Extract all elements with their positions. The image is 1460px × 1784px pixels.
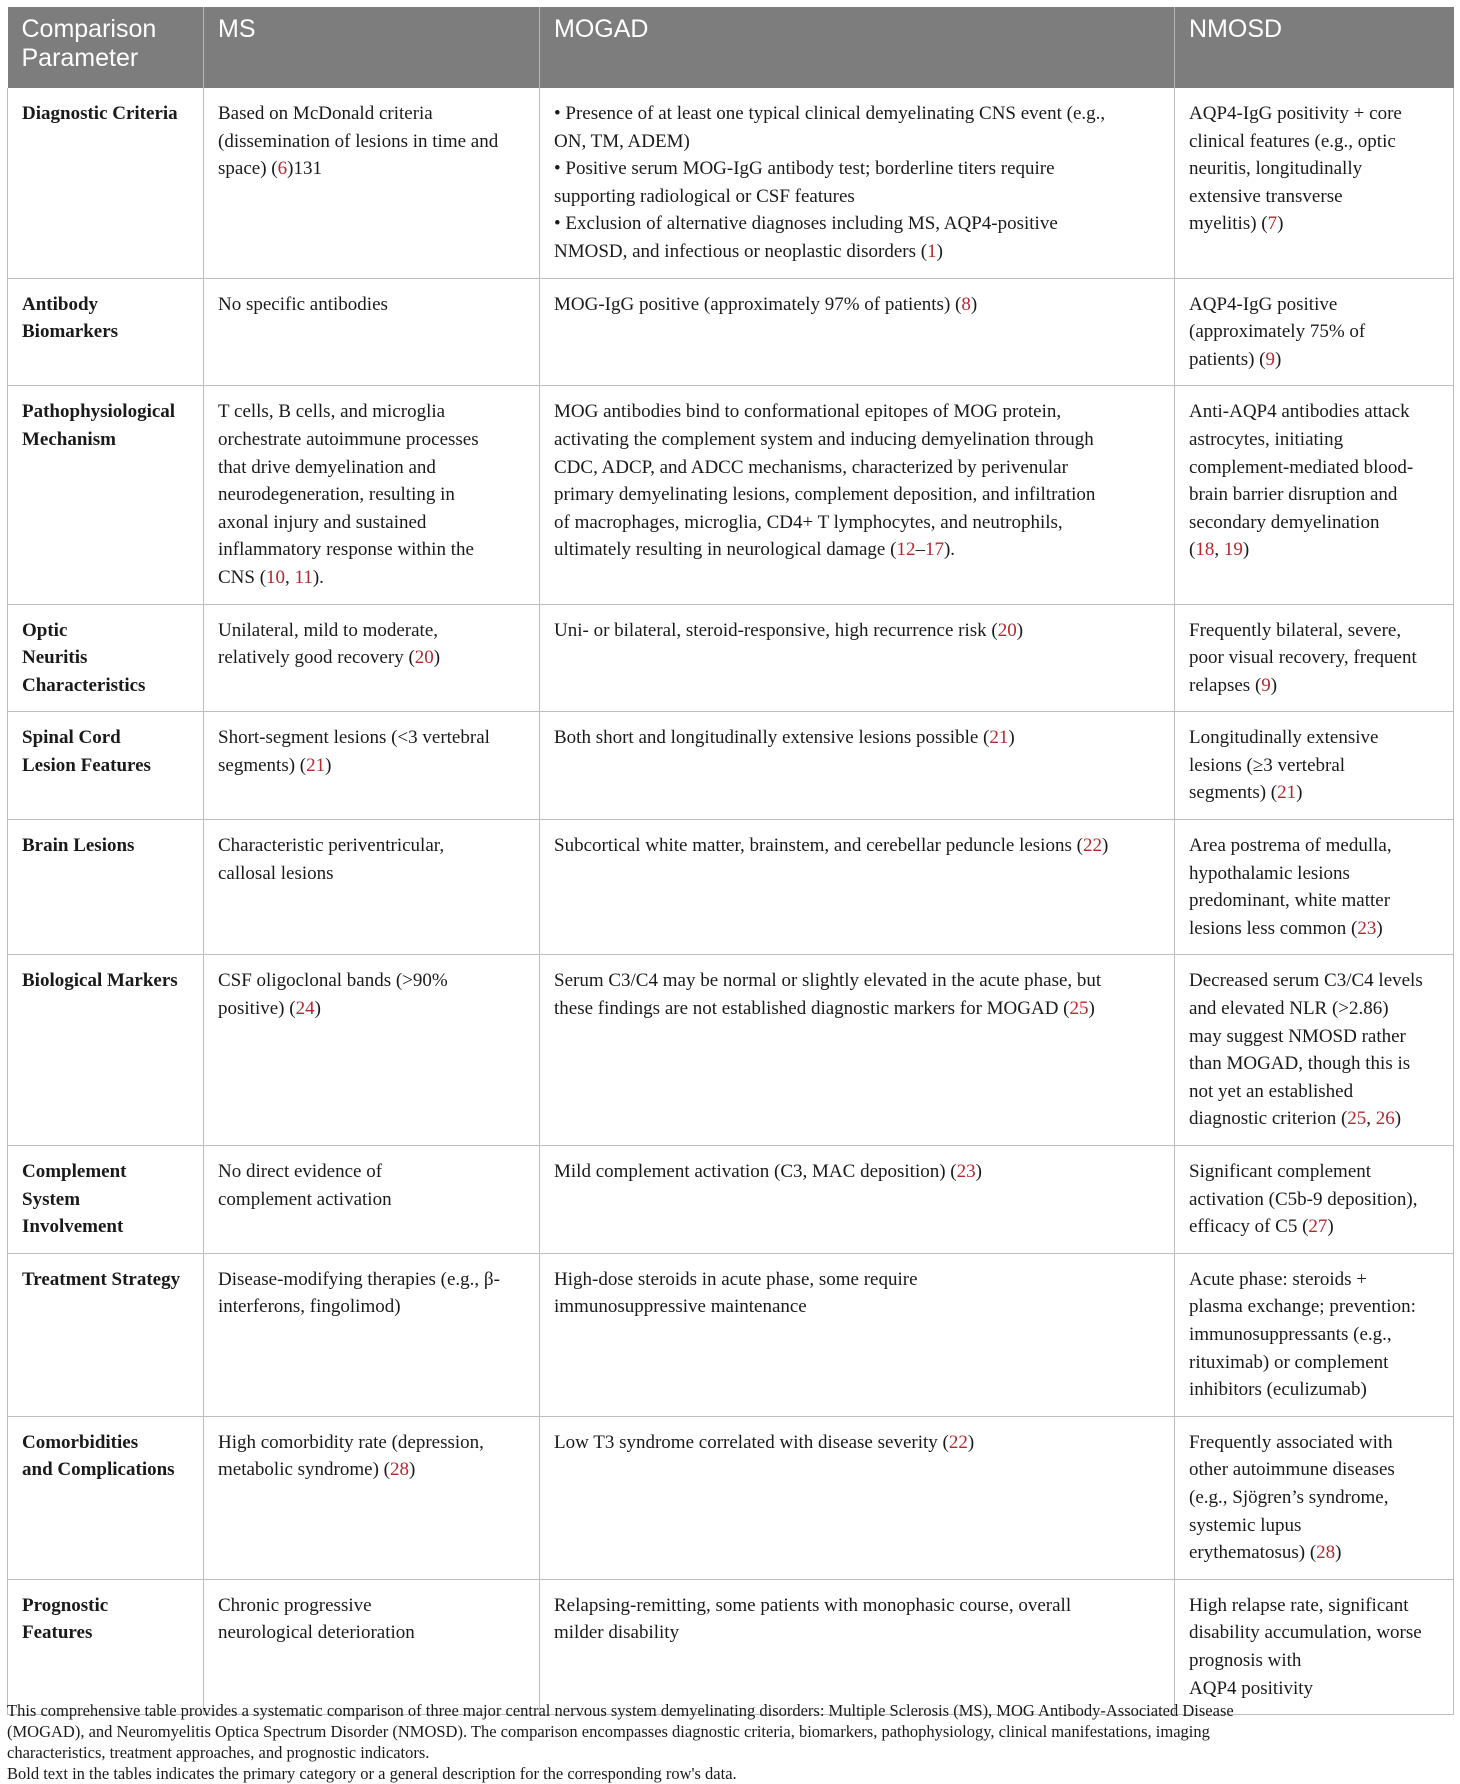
cell-text-line: No direct evidence of bbox=[218, 1161, 383, 1182]
cell-text-line: CDC, ADCP, and ADCC mechanisms, characterized by perivenular bbox=[554, 456, 1068, 478]
cell-text-line: (18, 19) bbox=[1189, 539, 1250, 561]
cell-text-line: of macrophages, microglia, CD4+ T lymphocytes, and neutrophils, bbox=[554, 511, 1063, 533]
ms-cell bbox=[204, 1579, 540, 1714]
cell-text-line: interferons, fingolimod) bbox=[218, 1296, 401, 1318]
mogad-cell bbox=[540, 386, 1175, 604]
cell-text-line: MOG antibodies bind to conformational epitopes of MOG protein, bbox=[554, 401, 1062, 423]
mogad-cell bbox=[540, 955, 1175, 1146]
cell-text-line: and elevated NLR (>2.86) bbox=[1189, 998, 1389, 1020]
cell-text-line: Uni- or bilateral, steroid-responsive, high recurrence risk (20) bbox=[554, 619, 1024, 641]
cell-text-line: AQP4 positivity bbox=[1189, 1677, 1314, 1699]
cell-text-line: may suggest NMOSD rather bbox=[1189, 1025, 1406, 1047]
nmosd-cell bbox=[1175, 1579, 1454, 1714]
cell-text-line: predominant, white matter bbox=[1189, 890, 1391, 912]
column-header-parameter bbox=[8, 7, 204, 88]
footnote-line: (MOGAD), and Neuromyelitis Optica Spectrum Disorder (NMOSD). The comparison encompasses diagnostic criteria, biomarkers, pathophysiology, clinical manifestations, imaging bbox=[7, 1722, 1210, 1741]
ms-cell bbox=[204, 1146, 540, 1254]
cell-text-line: Spinal Cord bbox=[22, 727, 121, 749]
cell-text-line: Diagnostic Criteria bbox=[22, 103, 178, 124]
cell-text-line: Subcortical white matter, brainstem, and cerebellar peduncle lesions (22) bbox=[554, 835, 1109, 857]
parameter-cell bbox=[8, 820, 204, 955]
nmosd-cell bbox=[1175, 712, 1454, 820]
mogad-cell bbox=[540, 820, 1175, 955]
column-header-nmosd bbox=[1175, 7, 1454, 88]
parameter-cell bbox=[8, 88, 204, 278]
footnote-line: characteristics, treatment approaches, and prognostic indicators. bbox=[7, 1743, 430, 1762]
parameter-cell bbox=[8, 386, 204, 604]
cell-text-line: Mechanism bbox=[22, 428, 116, 450]
table-body bbox=[8, 88, 1454, 1715]
cell-text-line: Acute phase: steroids + bbox=[1189, 1268, 1367, 1290]
cell-text-line: Optic bbox=[22, 619, 68, 641]
cell-text-line: patients) (9) bbox=[1189, 348, 1282, 370]
parameter-cell bbox=[8, 955, 204, 1146]
comparison-table bbox=[7, 7, 1454, 1715]
cell-text-line: Pathophysiological bbox=[22, 401, 176, 423]
table-row bbox=[8, 1416, 1454, 1579]
mogad-cell bbox=[540, 1416, 1175, 1579]
table-row bbox=[8, 1253, 1454, 1416]
cell-text-line: immunosuppressive maintenance bbox=[554, 1296, 807, 1318]
cell-text-line: activating the complement system and inducing demyelination through bbox=[554, 428, 1094, 450]
cell-text-line: efficacy of C5 (27) bbox=[1189, 1216, 1334, 1238]
cell-text-line: Prognostic bbox=[22, 1594, 109, 1616]
cell-text-line: space) (6)131 bbox=[218, 158, 322, 180]
cell-text-line: that drive demyelination and bbox=[218, 456, 436, 478]
nmosd-cell bbox=[1175, 1253, 1454, 1416]
parameter-cell bbox=[8, 278, 204, 386]
ms-cell bbox=[204, 88, 540, 278]
cell-text-line: milder disability bbox=[554, 1622, 680, 1644]
cell-text-line: Brain Lesions bbox=[22, 835, 135, 857]
cell-text-line: neurodegeneration, resulting in bbox=[218, 484, 455, 506]
cell-text-line: Treatment Strategy bbox=[22, 1268, 181, 1290]
cell-text-line: Biological Markers bbox=[22, 970, 178, 992]
cell-text-line: • Exclusion of alternative diagnoses including MS, AQP4-positive bbox=[554, 213, 1058, 235]
cell-text-line: Frequently associated with bbox=[1189, 1431, 1393, 1453]
ms-cell bbox=[204, 1253, 540, 1416]
mogad-cell bbox=[540, 88, 1175, 278]
cell-text-line: plasma exchange; prevention: bbox=[1189, 1296, 1416, 1318]
cell-text-line: positive) (24) bbox=[218, 998, 321, 1020]
nmosd-cell bbox=[1175, 820, 1454, 955]
cell-text-line: relatively good recovery (20) bbox=[218, 647, 441, 669]
nmosd-cell bbox=[1175, 955, 1454, 1146]
cell-text-line: than MOGAD, though this is bbox=[1189, 1053, 1411, 1075]
table-row bbox=[8, 820, 1454, 955]
cell-text-line: Unilateral, mild to moderate, bbox=[218, 619, 439, 641]
footnote-bold-note bbox=[7, 1763, 1453, 1784]
cell-text-line: immunosuppressants (e.g., bbox=[1189, 1323, 1392, 1345]
cell-text-line: supporting radiological or CSF features bbox=[554, 185, 855, 207]
cell-text-line: rituximab) or complement bbox=[1189, 1351, 1389, 1373]
cell-text-line: (approximately 75% of bbox=[1189, 321, 1366, 343]
nmosd-cell bbox=[1175, 1146, 1454, 1254]
column-header-text: Parameter bbox=[21, 44, 139, 72]
ms-cell bbox=[204, 386, 540, 604]
cell-text-line: ultimately resulting in neurological damage (12–17). bbox=[554, 539, 956, 561]
nmosd-cell bbox=[1175, 386, 1454, 604]
cell-text-line: inflammatory response within the bbox=[218, 539, 474, 561]
cell-text-line: Anti-AQP4 antibodies attack bbox=[1189, 401, 1410, 423]
cell-text-line: Comorbidities bbox=[22, 1431, 139, 1453]
cell-text-line: myelitis) (7) bbox=[1189, 213, 1284, 235]
table-row bbox=[8, 1146, 1454, 1254]
ms-cell bbox=[204, 955, 540, 1146]
cell-text-line: CSF oligoclonal bands (>90% bbox=[218, 970, 448, 992]
cell-text-line: diagnostic criterion (25, 26) bbox=[1189, 1108, 1402, 1130]
table-header-row bbox=[8, 7, 1454, 88]
cell-text-line: systemic lupus bbox=[1189, 1514, 1302, 1536]
mogad-cell bbox=[540, 1146, 1175, 1254]
parameter-cell bbox=[8, 604, 204, 712]
ms-cell bbox=[204, 604, 540, 712]
comparison-table-container bbox=[7, 7, 1453, 1715]
mogad-cell bbox=[540, 604, 1175, 712]
table-row bbox=[8, 278, 1454, 386]
column-header-text: Comparison bbox=[21, 15, 157, 43]
cell-text-line: Involvement bbox=[22, 1216, 124, 1238]
ms-cell bbox=[204, 278, 540, 386]
ms-cell bbox=[204, 712, 540, 820]
table-row bbox=[8, 1579, 1454, 1714]
cell-text-line: NMOSD, and infectious or neoplastic disorders (1) bbox=[554, 240, 943, 262]
cell-text-line: axonal injury and sustained bbox=[218, 511, 427, 533]
cell-text-line: Characteristics bbox=[22, 674, 146, 696]
table-row bbox=[8, 88, 1454, 278]
footnote-line: This comprehensive table provides a systematic comparison of three major central nervous system demyelinating disorders: Multiple Sclerosis (MS), MOG Antibody-Associated Disease bbox=[7, 1701, 1234, 1720]
cell-text-line: Both short and longitudinally extensive lesions possible (21) bbox=[554, 727, 1015, 749]
cell-text-line: neuritis, longitudinally bbox=[1189, 158, 1363, 180]
column-header-text: NMOSD bbox=[1189, 15, 1283, 43]
cell-text-line: secondary demyelination bbox=[1189, 511, 1380, 533]
cell-text-line: Based on McDonald criteria bbox=[218, 103, 433, 124]
table-row bbox=[8, 604, 1454, 712]
cell-text-line: Area postrema of medulla, bbox=[1189, 835, 1392, 857]
cell-text-line: AQP4-IgG positive bbox=[1189, 293, 1338, 315]
cell-text-line: • Positive serum MOG-IgG antibody test; borderline titers require bbox=[554, 158, 1055, 180]
cell-text-line: astrocytes, initiating bbox=[1189, 428, 1344, 450]
column-header-text: MS bbox=[218, 15, 256, 43]
cell-text-line: complement-mediated blood- bbox=[1189, 456, 1414, 478]
cell-text-line: Short-segment lesions (<3 vertebral bbox=[218, 727, 490, 749]
parameter-cell bbox=[8, 1146, 204, 1254]
cell-text-line: MOG-IgG positive (approximately 97% of patients) (8) bbox=[554, 293, 978, 315]
table-row bbox=[8, 955, 1454, 1146]
ms-cell bbox=[204, 1416, 540, 1579]
cell-text-line: primary demyelinating lesions, complement deposition, and infiltration bbox=[554, 484, 1096, 506]
column-header-mogad bbox=[540, 7, 1175, 88]
cell-text-line: activation (C5b-9 deposition), bbox=[1189, 1188, 1418, 1210]
cell-text-line: Mild complement activation (C3, MAC deposition) (23) bbox=[554, 1161, 982, 1182]
cell-text-line: T cells, B cells, and microglia bbox=[218, 401, 446, 423]
mogad-cell bbox=[540, 1579, 1175, 1714]
column-header-ms bbox=[204, 7, 540, 88]
mogad-cell bbox=[540, 1253, 1175, 1416]
cell-text-line: Complement bbox=[22, 1161, 127, 1182]
cell-text-line: CNS (10, 11). bbox=[218, 566, 324, 588]
table-row bbox=[8, 712, 1454, 820]
cell-text-line: orchestrate autoimmune processes bbox=[218, 428, 479, 450]
cell-text-line: these findings are not established diagnostic markers for MOGAD (25) bbox=[554, 998, 1095, 1020]
cell-text-line: Significant complement bbox=[1189, 1161, 1372, 1182]
cell-text-line: Frequently bilateral, severe, bbox=[1189, 619, 1402, 641]
mogad-cell bbox=[540, 712, 1175, 820]
cell-text-line: Neuritis bbox=[22, 647, 88, 669]
cell-text-line: High comorbidity rate (depression, bbox=[218, 1431, 484, 1453]
cell-text-line: prognosis with bbox=[1189, 1649, 1302, 1671]
nmosd-cell bbox=[1175, 88, 1454, 278]
cell-text-line: other autoimmune diseases bbox=[1189, 1459, 1395, 1481]
cell-text-line: inhibitors (eculizumab) bbox=[1189, 1379, 1367, 1401]
parameter-cell bbox=[8, 712, 204, 820]
cell-text-line: High relapse rate, significant bbox=[1189, 1594, 1409, 1616]
cell-text-line: Characteristic periventricular, bbox=[218, 835, 445, 857]
cell-text-line: Biomarkers bbox=[22, 321, 119, 343]
cell-text-line: AQP4-IgG positivity + core bbox=[1189, 103, 1402, 124]
cell-text-line: clinical features (e.g., optic bbox=[1189, 130, 1396, 152]
cell-text-line: hypothalamic lesions bbox=[1189, 862, 1350, 884]
parameter-cell bbox=[8, 1579, 204, 1714]
parameter-cell bbox=[8, 1253, 204, 1416]
nmosd-cell bbox=[1175, 604, 1454, 712]
cell-text-line: High-dose steroids in acute phase, some require bbox=[554, 1268, 918, 1290]
cell-text-line: Decreased serum C3/C4 levels bbox=[1189, 970, 1423, 992]
cell-text-line: No specific antibodies bbox=[218, 293, 388, 315]
column-header-text: MOGAD bbox=[554, 15, 649, 43]
footnote-description bbox=[7, 1700, 1453, 1763]
cell-text-line: lesions less common (23) bbox=[1189, 917, 1383, 939]
cell-text-line: Relapsing-remitting, some patients with monophasic course, overall bbox=[554, 1594, 1072, 1616]
nmosd-cell bbox=[1175, 278, 1454, 386]
cell-text-line: metabolic syndrome) (28) bbox=[218, 1459, 416, 1481]
cell-text-line: segments) (21) bbox=[218, 754, 332, 776]
cell-text-line: callosal lesions bbox=[218, 862, 334, 884]
cell-text-line: • Presence of at least one typical clinical demyelinating CNS event (e.g., bbox=[554, 103, 1106, 124]
nmosd-cell bbox=[1175, 1416, 1454, 1579]
cell-text-line: Longitudinally extensive bbox=[1189, 727, 1379, 749]
parameter-cell bbox=[8, 1416, 204, 1579]
table-footnote bbox=[7, 1700, 1453, 1784]
cell-text-line: not yet an established bbox=[1189, 1080, 1354, 1102]
cell-text-line: (e.g., Sjögren’s syndrome, bbox=[1189, 1486, 1389, 1508]
cell-text-line: complement activation bbox=[218, 1188, 392, 1210]
cell-text-line: neurological deterioration bbox=[218, 1622, 415, 1644]
cell-text-line: Low T3 syndrome correlated with disease severity (22) bbox=[554, 1431, 975, 1453]
ms-cell bbox=[204, 820, 540, 955]
cell-text-line: ON, TM, ADEM) bbox=[554, 130, 690, 152]
cell-text-line: System bbox=[22, 1188, 81, 1210]
cell-text-line: lesions (≥3 vertebral bbox=[1189, 754, 1346, 776]
mogad-cell bbox=[540, 278, 1175, 386]
cell-text-line: and Complications bbox=[22, 1459, 175, 1481]
cell-text-line: Serum C3/C4 may be normal or slightly elevated in the acute phase, but bbox=[554, 970, 1102, 992]
cell-text-line: poor visual recovery, frequent bbox=[1189, 647, 1417, 669]
cell-text-line: Features bbox=[22, 1622, 93, 1644]
cell-text-line: relapses (9) bbox=[1189, 674, 1278, 696]
cell-text-line: Chronic progressive bbox=[218, 1594, 372, 1616]
cell-text-line: segments) (21) bbox=[1189, 782, 1303, 804]
cell-text-line: Antibody bbox=[22, 293, 99, 315]
cell-text-line: extensive transverse bbox=[1189, 185, 1343, 207]
cell-text-line: Lesion Features bbox=[22, 754, 151, 776]
table-row bbox=[8, 386, 1454, 604]
cell-text-line: disability accumulation, worse bbox=[1189, 1622, 1422, 1644]
cell-text-line: brain barrier disruption and bbox=[1189, 484, 1398, 506]
footnote-line: Bold text in the tables indicates the primary category or a general description for the corresponding row's data. bbox=[7, 1764, 737, 1783]
cell-text-line: (dissemination of lesions in time and bbox=[218, 130, 499, 152]
cell-text-line: erythematosus) (28) bbox=[1189, 1542, 1342, 1564]
cell-text-line: Disease-modifying therapies (e.g., β- bbox=[218, 1268, 500, 1290]
